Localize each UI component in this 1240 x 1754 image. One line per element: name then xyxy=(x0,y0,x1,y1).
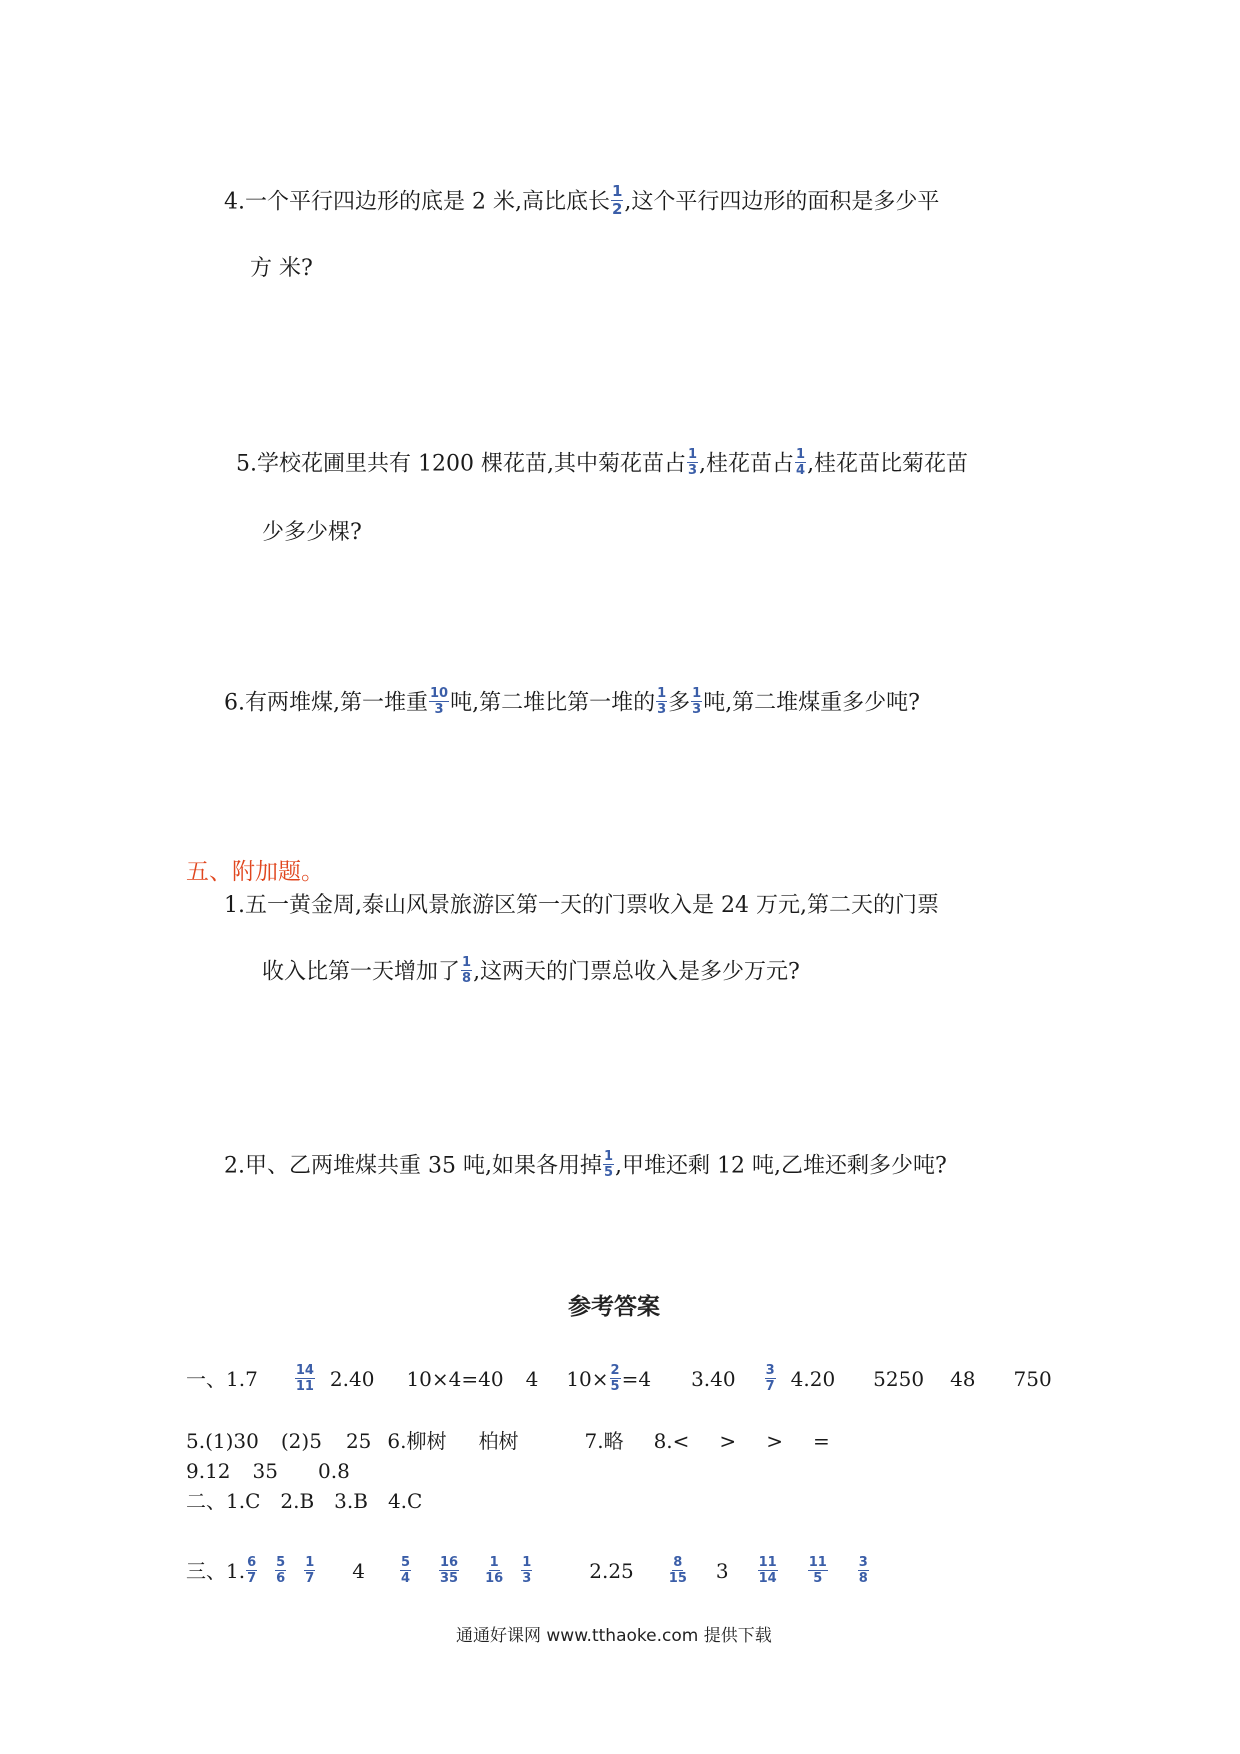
ans-text: 三、1. xyxy=(186,1559,246,1583)
ans-fraction xyxy=(858,1556,869,1585)
q5-text-c: ,桂花苗比菊花苗 xyxy=(807,451,969,477)
fraction-denominator: 3 xyxy=(657,702,667,717)
answers-row-4 xyxy=(186,1491,422,1511)
ans-text: =4 xyxy=(621,1367,652,1391)
q5-text-b: ,桂花苗占 xyxy=(699,451,795,477)
fraction-numerator: 1 xyxy=(603,1149,614,1164)
ans-fraction xyxy=(439,1556,459,1585)
answers-row-2 xyxy=(186,1431,830,1451)
question-6-line xyxy=(224,686,920,718)
answers-row-5 xyxy=(186,1555,870,1587)
fraction-numerator: 11 xyxy=(808,1555,827,1570)
ans-text: 2.25 xyxy=(589,1559,634,1583)
fraction-numerator: 1 xyxy=(611,182,623,200)
ans-fraction xyxy=(485,1556,503,1585)
q6-fraction-2 xyxy=(656,687,667,716)
fraction-numerator: 1 xyxy=(687,447,698,462)
fraction-numerator: 1 xyxy=(489,1555,499,1570)
bq2-fraction xyxy=(603,1150,614,1179)
q4-text-a: 4.一个平行四边形的底是 2 米,高比底长 xyxy=(224,189,610,215)
ans-text: 8.< xyxy=(653,1429,690,1453)
ans-text: = xyxy=(812,1429,830,1453)
fraction-denominator: 7 xyxy=(247,1571,257,1586)
ans-fraction xyxy=(669,1556,687,1585)
fraction-denominator: 3 xyxy=(687,463,698,478)
ans-text: 9.12 xyxy=(186,1459,231,1483)
fraction-denominator: 6 xyxy=(276,1571,286,1586)
answers-row-3 xyxy=(186,1461,350,1481)
bq2-text-b: ,甲堆还剩 12 吨,乙堆还剩多少吨? xyxy=(615,1153,947,1179)
ans-text: 7.略 xyxy=(584,1429,624,1453)
ans-text: 2.B xyxy=(280,1489,315,1513)
fraction-numerator: 1 xyxy=(462,955,472,970)
fraction-numerator: 3 xyxy=(858,1555,868,1570)
fraction-numerator: 1 xyxy=(305,1555,315,1570)
fraction-numerator: 5 xyxy=(400,1555,411,1570)
fraction-numerator: 1 xyxy=(796,447,806,462)
ans-text: 2.40 xyxy=(329,1367,375,1391)
fraction-numerator: 3 xyxy=(765,1363,775,1378)
ans-text: > xyxy=(766,1429,783,1453)
fraction-denominator: 4 xyxy=(796,463,806,478)
fraction-numerator: 5 xyxy=(276,1555,286,1570)
bonus-question-1-line-2 xyxy=(262,955,800,987)
ans-fraction xyxy=(304,1556,315,1585)
ans-text: 35 xyxy=(252,1459,278,1483)
fraction-denominator: 5 xyxy=(610,1379,620,1394)
q5-fraction-1 xyxy=(687,448,698,477)
ans-fraction xyxy=(400,1556,411,1585)
q5-fraction-2 xyxy=(795,448,806,477)
fraction-denominator: 3 xyxy=(522,1571,532,1586)
ans-text: 10×4=40 xyxy=(406,1367,504,1391)
bq1-fraction xyxy=(461,956,472,985)
q6-text-a: 6.有两堆煤,第一堆重 xyxy=(224,690,428,716)
fraction-denominator: 4 xyxy=(400,1571,411,1586)
fraction-denominator: 14 xyxy=(758,1571,777,1586)
fraction-denominator: 8 xyxy=(462,971,472,986)
ans-text: 10× xyxy=(566,1367,609,1391)
ans-fraction xyxy=(521,1556,532,1585)
ans-fraction xyxy=(275,1556,286,1585)
q6-fraction-3 xyxy=(691,687,702,716)
ans-text: 3.40 xyxy=(691,1367,736,1391)
ans-text: 6.柳树 xyxy=(387,1429,447,1453)
ans-text: 柏树 xyxy=(478,1429,519,1453)
ans-text: (2)5 xyxy=(280,1429,322,1453)
ans-text: 25 xyxy=(345,1429,372,1453)
ans-text: 0.8 xyxy=(317,1459,350,1483)
answers-row-1 xyxy=(186,1363,1052,1395)
fraction-denominator: 3 xyxy=(692,702,702,717)
fraction-denominator: 15 xyxy=(668,1571,687,1586)
fraction-denominator: 3 xyxy=(434,702,444,717)
answers-title: 参考答案 xyxy=(568,1294,660,1320)
ans-text: 4 xyxy=(352,1559,365,1583)
bq1-text-a: 收入比第一天增加了 xyxy=(262,959,461,985)
fraction-numerator: 8 xyxy=(673,1555,683,1570)
ans-text: 5250 xyxy=(873,1367,925,1391)
ans-text: 二、1.C xyxy=(186,1489,261,1513)
footer-text: 通通好课网 www.tthaoke.com 提供下载 xyxy=(456,1626,772,1646)
fraction-numerator: 11 xyxy=(758,1555,777,1570)
q6-text-d: 吨,第二堆煤重多少吨? xyxy=(703,690,920,716)
fraction-denominator: 7 xyxy=(765,1379,775,1394)
ans-text: 一、1.7 xyxy=(186,1367,258,1391)
q5-text-a: 5.学校花圃里共有 1200 棵花苗,其中菊花苗占 xyxy=(236,451,686,477)
bonus-question-2-line xyxy=(224,1149,947,1181)
question-5-line-1 xyxy=(236,447,969,479)
ans-text: 750 xyxy=(1013,1367,1052,1391)
ans-text: > xyxy=(719,1429,737,1453)
fraction-numerator: 2 xyxy=(610,1363,620,1378)
fraction-denominator: 5 xyxy=(813,1571,823,1586)
fraction-numerator: 14 xyxy=(295,1363,314,1378)
ans-text: 48 xyxy=(950,1367,976,1391)
fraction-denominator: 11 xyxy=(295,1379,314,1394)
ans-fraction xyxy=(610,1364,621,1393)
fraction-numerator: 16 xyxy=(440,1555,459,1570)
ans-text: 4.20 xyxy=(790,1367,836,1391)
section-title-bonus: 五、附加题。 xyxy=(186,859,324,885)
question-4-line-1 xyxy=(224,182,940,219)
ans-fraction xyxy=(246,1556,257,1585)
fraction-denominator: 7 xyxy=(305,1571,315,1586)
fraction-numerator: 1 xyxy=(692,686,702,701)
ans-text: 5.(1)30 xyxy=(186,1429,259,1453)
question-4-line-2: 方 米? xyxy=(250,256,313,281)
ans-text: 3.B xyxy=(334,1489,368,1513)
fraction-denominator: 16 xyxy=(485,1571,504,1586)
q4-text-b: ,这个平行四边形的面积是多少平 xyxy=(624,189,940,215)
q6-fraction-1 xyxy=(429,687,449,716)
fraction-denominator: 35 xyxy=(440,1571,459,1586)
ans-text: 4.C xyxy=(387,1489,423,1513)
fraction-numerator: 1 xyxy=(657,686,667,701)
fraction-denominator: 2 xyxy=(611,200,623,218)
ans-text: 4 xyxy=(525,1367,539,1391)
question-5-line-2: 少多少棵? xyxy=(262,520,362,545)
ans-fraction xyxy=(808,1556,828,1585)
ans-fraction xyxy=(765,1364,776,1393)
fraction-denominator: 5 xyxy=(603,1165,614,1180)
fraction-numerator: 10 xyxy=(429,686,449,701)
bq2-text-a: 2.甲、乙两堆煤共重 35 吨,如果各用掉 xyxy=(224,1153,602,1179)
q6-text-c: 多 xyxy=(668,690,691,716)
ans-fraction xyxy=(758,1556,778,1585)
q4-fraction xyxy=(611,184,623,217)
fraction-numerator: 6 xyxy=(247,1555,257,1570)
ans-fraction xyxy=(295,1364,315,1393)
fraction-denominator: 8 xyxy=(858,1571,868,1586)
q6-text-b: 吨,第二堆比第一堆的 xyxy=(450,690,656,716)
bq1-text-b: ,这两天的门票总收入是多少万元? xyxy=(473,959,800,985)
fraction-numerator: 1 xyxy=(522,1555,532,1570)
bonus-question-1-line-1: 1.五一黄金周,泰山风景旅游区第一天的门票收入是 24 万元,第二天的门票 xyxy=(224,893,939,918)
ans-text: 3 xyxy=(715,1559,729,1583)
